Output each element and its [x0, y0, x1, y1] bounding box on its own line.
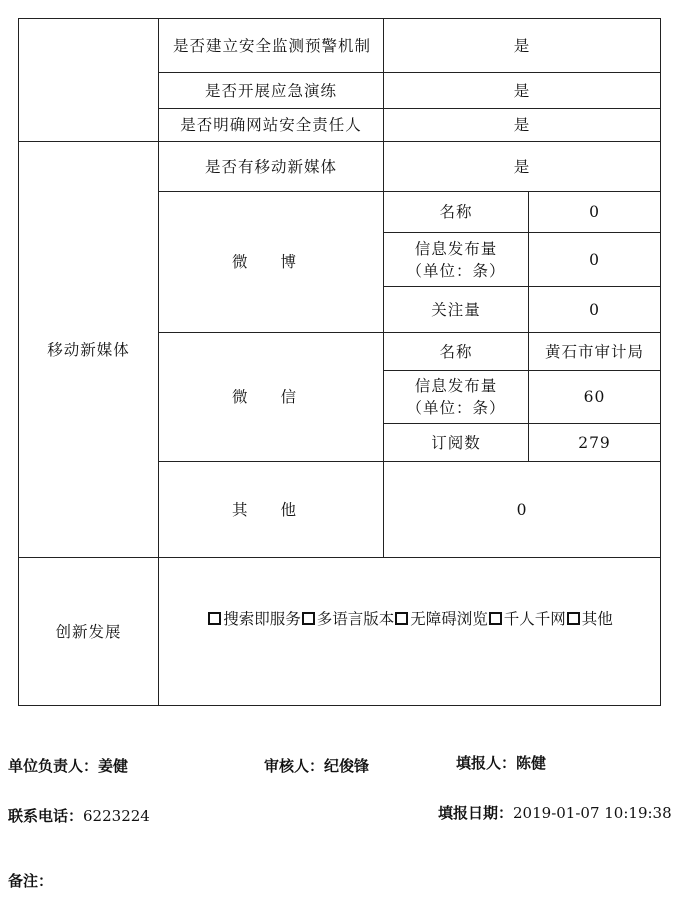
wechat-posts-value: 60 — [583, 388, 606, 406]
innovation-section-cell — [19, 558, 158, 705]
wechat-posts-label-cell — [384, 371, 528, 423]
weibo-name-value-cell — [529, 192, 660, 232]
other-label: 其 他 — [232, 500, 310, 519]
wechat-posts-value-cell — [529, 371, 660, 423]
unit-head-line — [8, 755, 128, 776]
checkbox-icon[interactable] — [567, 612, 580, 625]
drill-value: 是 — [513, 81, 531, 100]
filler-name: 陈健 — [516, 754, 547, 772]
weibo-followers-label-cell — [384, 287, 528, 332]
option-label: 其他 — [581, 610, 613, 628]
weibo-posts-label-line1: 信息发布量 — [414, 239, 498, 258]
has-media-value: 是 — [513, 157, 531, 176]
date-label: 填报日期： — [438, 804, 514, 822]
checkbox-icon[interactable] — [208, 612, 221, 625]
other-value-cell — [384, 462, 660, 557]
weibo-posts-value: 0 — [589, 250, 600, 269]
monitoring-value-cell — [384, 19, 660, 72]
wechat-name-value-cell — [529, 333, 660, 370]
wechat-subs-label: 订阅数 — [431, 433, 481, 452]
monitoring-label-cell — [172, 22, 372, 70]
option-multilingual[interactable] — [301, 607, 395, 629]
checkbox-icon[interactable] — [302, 612, 315, 625]
weibo-name-label-cell — [384, 192, 528, 232]
option-accessibility[interactable] — [394, 607, 488, 629]
wechat-name-label: 名称 — [439, 342, 473, 361]
option-label: 多语言版本 — [316, 610, 395, 628]
wechat-name-value: 黄石市审计局 — [544, 342, 644, 361]
weibo-followers-value: 0 — [589, 300, 600, 319]
wechat-subs-value-cell — [529, 424, 660, 461]
filler-label: 填报人： — [456, 754, 517, 772]
wechat-subs-value: 279 — [578, 433, 611, 452]
drill-label: 是否开展应急演练 — [204, 81, 337, 100]
option-label: 无障碍浏览 — [410, 610, 488, 628]
weibo-label-cell — [159, 192, 383, 332]
weibo-name-label: 名称 — [439, 203, 473, 221]
monitoring-label: 是否建立安全监测预警机制 — [172, 37, 371, 55]
filler-line — [456, 752, 546, 773]
weibo-label: 微 博 — [232, 253, 310, 271]
phone-line — [8, 805, 150, 826]
wechat-posts-label-line2: （单位：条） — [406, 399, 506, 417]
reviewer-line — [264, 755, 369, 776]
wechat-subs-label-cell — [384, 424, 528, 461]
checkbox-icon[interactable] — [395, 612, 408, 625]
other-value: 0 — [516, 500, 528, 519]
grid-line — [660, 18, 661, 706]
drill-label-cell — [159, 73, 383, 108]
other-label-cell — [159, 462, 383, 557]
has-media-label: 是否有移动新媒体 — [204, 157, 337, 176]
weibo-posts-label-line2: （单位：条） — [406, 261, 506, 280]
wechat-label-cell — [159, 333, 383, 461]
innovation-section-label: 创新发展 — [55, 622, 122, 641]
weibo-followers-value-cell — [529, 287, 660, 332]
owner-label-cell — [159, 109, 383, 141]
reviewer-label: 审核人： — [264, 757, 325, 775]
has-media-label-cell — [159, 142, 383, 191]
date-value: 2019-01-07 10:19:38 — [513, 804, 672, 822]
grid-line — [18, 705, 661, 706]
option-label: 搜索即服务 — [223, 610, 301, 628]
date-line — [438, 802, 672, 823]
option-other[interactable] — [566, 607, 613, 629]
wechat-posts-label-line1: 信息发布量 — [414, 377, 498, 395]
remark-line — [8, 870, 53, 891]
has-media-value-cell — [384, 142, 660, 191]
option-label: 千人千网 — [503, 610, 566, 628]
weibo-posts-value-cell — [529, 233, 660, 286]
monitoring-value: 是 — [513, 36, 531, 55]
phone-label: 联系电话： — [8, 807, 84, 825]
wechat-name-label-cell — [384, 333, 528, 370]
owner-value: 是 — [513, 116, 531, 134]
unit-head-label: 单位负责人： — [8, 757, 99, 775]
new-media-section-cell — [19, 142, 158, 557]
owner-label: 是否明确网站安全责任人 — [180, 116, 362, 134]
weibo-posts-label-cell — [384, 233, 528, 286]
innovation-options — [160, 598, 660, 638]
weibo-name-value: 0 — [589, 203, 600, 221]
phone-value: 6223224 — [83, 807, 150, 825]
remark-label: 备注： — [8, 872, 54, 890]
option-personalized[interactable] — [488, 607, 566, 629]
unit-head-name: 姜健 — [98, 757, 129, 775]
wechat-label: 微 信 — [232, 388, 310, 406]
option-search-service[interactable] — [207, 607, 301, 629]
new-media-section-label: 移动新媒体 — [47, 340, 130, 359]
owner-value-cell — [384, 109, 660, 141]
checkbox-icon[interactable] — [489, 612, 502, 625]
reviewer-name: 纪俊锋 — [324, 757, 370, 775]
drill-value-cell — [384, 73, 660, 108]
weibo-followers-label: 关注量 — [431, 300, 481, 319]
